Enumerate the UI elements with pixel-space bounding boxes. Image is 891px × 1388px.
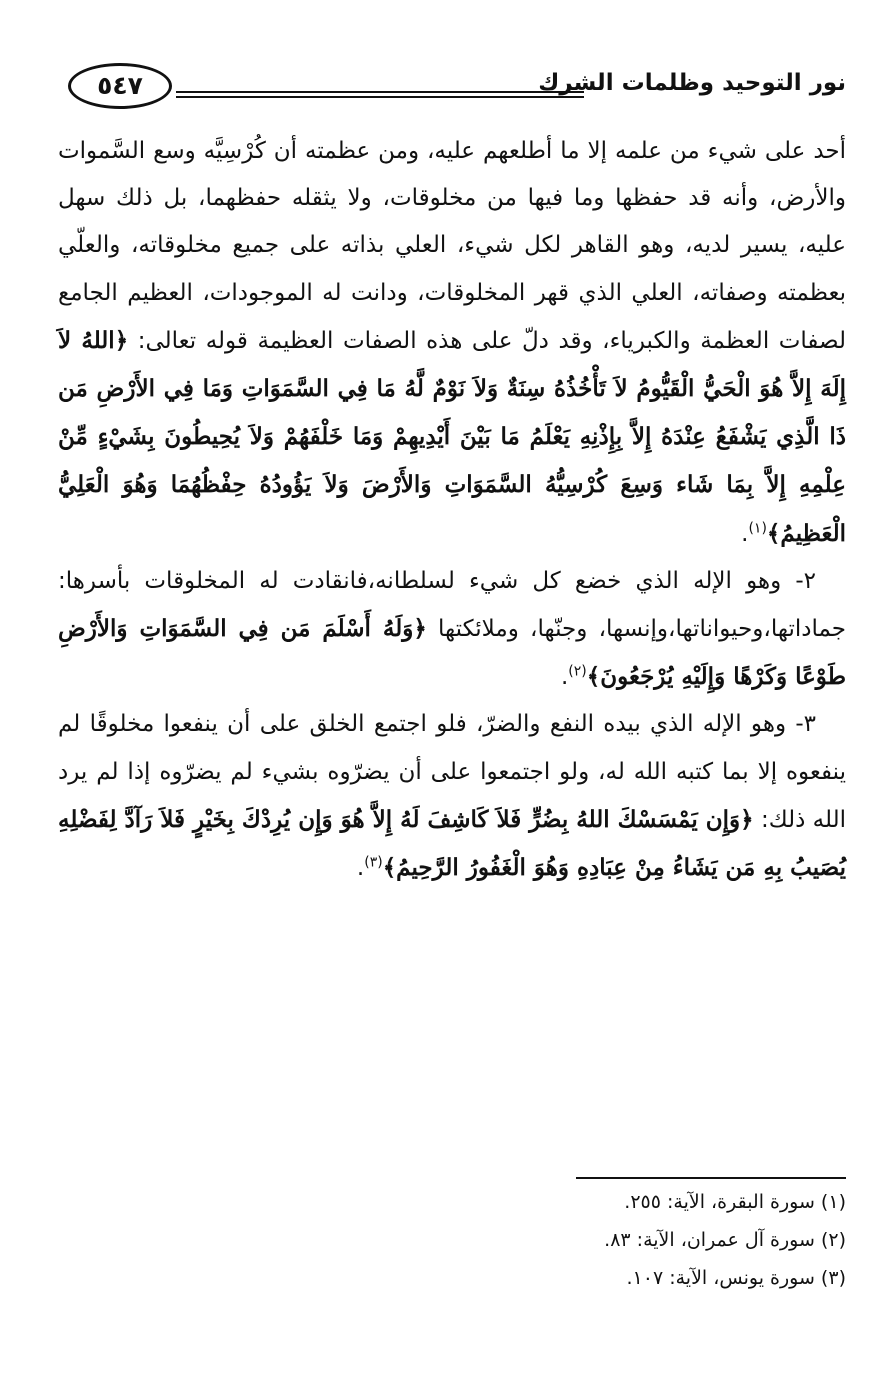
running-title: نور التوحيد وظلمات الشرك (538, 70, 846, 96)
verse-close-bracket: ﴾ (586, 664, 601, 691)
verse-open-bracket: ﴿ (114, 327, 129, 354)
verse-open-bracket: ﴿ (413, 616, 427, 643)
verse-close-bracket: ﴾ (766, 520, 781, 547)
footnote-1: (١) سورة البقرة، الآية: ٢٥٥. (624, 1191, 846, 1213)
page-header (68, 60, 846, 116)
paragraph-2-end: . (560, 664, 569, 691)
footnotes (346, 1183, 846, 1297)
footnote-ref-1: (١) (748, 519, 767, 536)
paragraph-1 (58, 128, 846, 558)
page-number: ٥٤٧ (68, 63, 172, 109)
verse-open-bracket: ﴿ (740, 806, 754, 833)
footnote-3: (٣) سورة يونس، الآية: ١٠٧. (626, 1267, 846, 1289)
paragraph-1-text: أحد على شيء من علمه إلا ما أطلعهم عليه، ومن عظمته أن كُرْسِيَّه وسع السَّموات والأرض، وأنه قد حفظها وما فيها من مخلوقات، ولا يثقله حفظهما، بل ذلك سهل عليه، يسير لديه، وهو القاهر لكل شيء، العلي بذاته على جميع مخلوقاته، والعلّي بعظمته وصفاته، العلي الذي قهر المخلوقات، ودانت له الموجودات، العظيم الجامع لصفات العظمة والكبرياء، وقد دلّ على هذه الصفات العظيمة قوله تعالى: (58, 138, 846, 354)
quran-verse-3: وَإِن يَمْسَسْكَ اللهُ بِضُرٍّ فَلاَ كَاشِفَ لَهُ إِلاَّ هُوَ وَإِن يُرِدْكَ بِخَيْرٍ فَلاَ رَآدَّ لِفَضْلِهِ يُصَيبُ بِهِ مَن يَشَاءُ مِنْ عِبَادِهِ وَهُوَ الْغَفُورُ الرَّحِيمُ (58, 805, 846, 882)
paragraph-2 (58, 558, 846, 702)
footnote-ref-2: (٢) (568, 663, 587, 680)
footnote-separator (576, 1177, 846, 1179)
paragraph-3 (58, 701, 846, 892)
quran-verse-1: اللهُ لاَ إِلَهَ إِلاَّ هُوَ الْحَيُّ الْقَيُّومُ لاَ تَأْخُذُهُ سِنَةٌ وَلاَ نَوْمٌ لَّهُ مَا فِي السَّمَوَاتِ وَمَا فِي الأَرْضِ مَن ذَا الَّذِي يَشْفَعُ عِنْدَهُ إِلاَّ بِإِذْنِهِ يَعْلَمُ مَا بَيْنَ أَيْدِيهِمْ وَمَا خَلْفَهُمْ وَلاَ يُحِيطُونَ بِشَيْءٍ مِّنْ عِلْمِهِ إِلاَّ بِمَا شَاء وَسِعَ كُرْسِيُّهُ السَّمَوَاتِ وَالأَرْضَ وَلاَ يَؤُودُهُ حِفْظُهُمَا وَهُوَ الْعَلِيُّ الْعَظِيمُ (58, 326, 846, 547)
footnote-2: (٢) سورة آل عمران، الآية: ٨٣. (604, 1229, 846, 1251)
paragraph-3-text: ٣- وهو الإله الذي بيده النفع والضرّ، فلو اجتمع الخلق على أن ينفعوا مخلوقًا لم ينفعوه إلا بما كتبه الله له، ولو اجتمعوا على أن يضرّوه بشيء لم يضرّوه إذا لم يرد الله ذلك: (58, 711, 846, 833)
main-text (58, 128, 846, 892)
header-rule (176, 91, 584, 98)
verse-close-bracket: ﴾ (382, 855, 397, 882)
paragraph-3-end: . (356, 855, 365, 882)
paragraph-1-end: . (741, 520, 749, 547)
paragraph-2-text: ٢- وهو الإله الذي خضع كل شيء لسلطانه،فانقادت له المخلوقات بأسرها: جماداتها،وحيواناتها،وإنسها، وجنّها، وملائكتها (58, 567, 846, 643)
quran-verse-2: وَلَهُ أَسْلَمَ مَن فِي السَّمَوَاتِ وَالأَرْضِ طَوْعًا وَكَرْهًا وَإِلَيْهِ يُرْجَعُونَ (58, 615, 846, 691)
footnote-ref-3: (٣) (364, 854, 383, 871)
